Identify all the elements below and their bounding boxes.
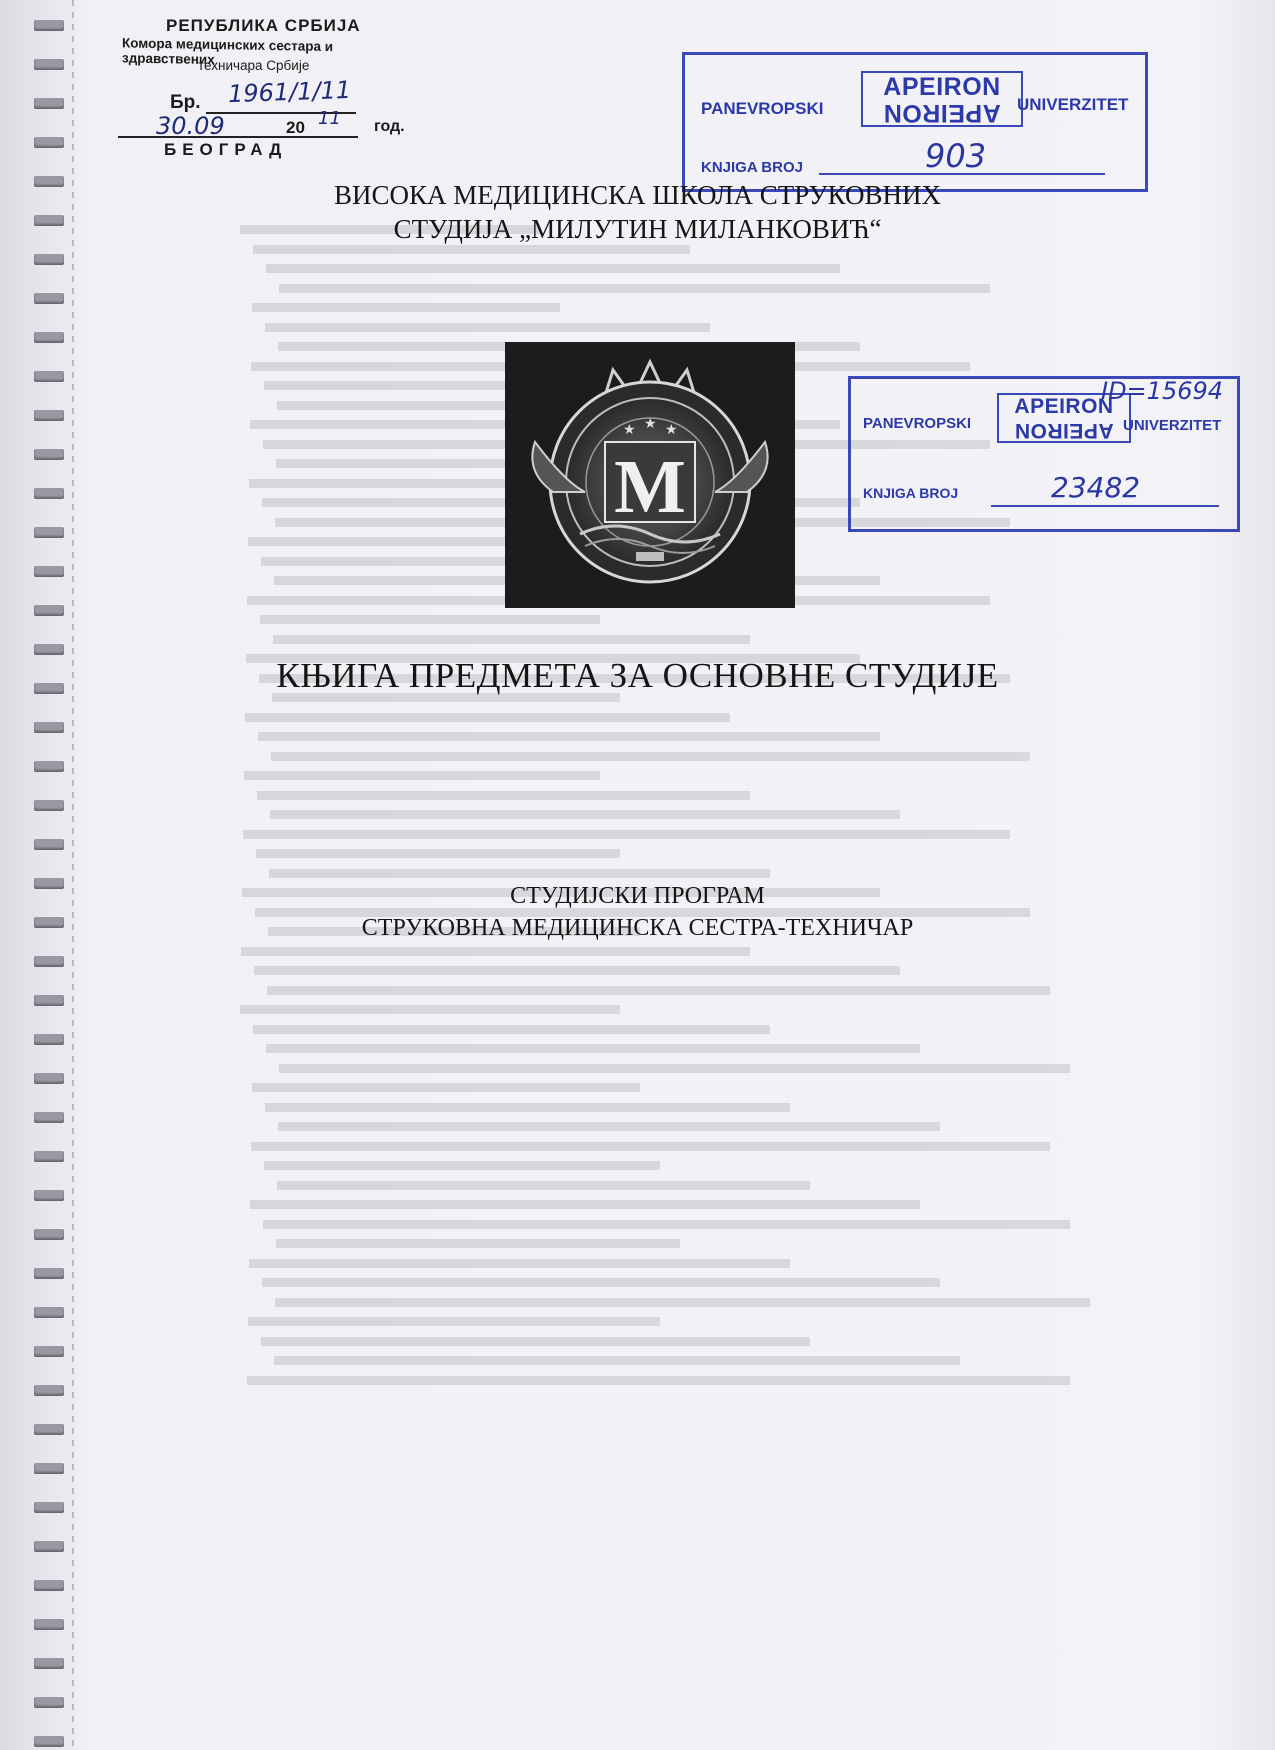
stamp-number-value: 1961/1/11	[227, 75, 352, 109]
binding-hole	[34, 1229, 64, 1240]
bleed-line	[247, 1376, 1070, 1385]
stamp-left-text: PANEVROPSKI	[701, 99, 824, 118]
stamp-number-label: Бр.	[170, 92, 201, 113]
binding-hole	[34, 722, 64, 733]
book-number-value: 23482	[1051, 471, 1141, 504]
stamp-chamber-name: Комора медицинских сестара и здравствених	[122, 35, 334, 68]
bleed-line	[264, 1161, 660, 1170]
bleed-line	[251, 1142, 1050, 1151]
bleed-line	[277, 1181, 810, 1190]
binding-hole	[34, 1268, 64, 1279]
stamp-city: БЕОГРАД	[164, 140, 288, 159]
bleed-line	[241, 947, 750, 956]
binding-hole	[34, 1073, 64, 1084]
bleed-line	[261, 1337, 810, 1346]
school-name	[0, 178, 1275, 246]
binding-hole	[34, 956, 64, 967]
bleed-line	[248, 1317, 660, 1326]
bleed-line	[269, 869, 770, 878]
binding-hole	[34, 566, 64, 577]
document-title: КЊИГА ПРЕДМЕТА ЗА ОСНОВНЕ СТУДИЈЕ	[276, 656, 999, 695]
bleed-line	[244, 771, 600, 780]
bleed-line	[254, 966, 900, 975]
logo-text-top: APEIRON	[1014, 395, 1114, 418]
binding-hole	[34, 995, 64, 1006]
bleed-line	[253, 1025, 770, 1034]
bleed-line	[257, 791, 750, 800]
binding-hole	[34, 1541, 64, 1552]
bleed-line	[262, 1278, 940, 1287]
bleed-line	[279, 1064, 1070, 1073]
bleed-line	[276, 1239, 680, 1248]
bleed-line	[265, 1103, 790, 1112]
apeiron-logo	[861, 71, 1023, 127]
book-number-label: KNJIGA BROJ	[863, 485, 959, 501]
binding-hole	[34, 1034, 64, 1045]
bleed-line	[279, 284, 990, 293]
binding-hole	[34, 410, 64, 421]
binding-hole	[34, 1346, 64, 1357]
stamp-right-text: UNIVERZITET	[1017, 95, 1129, 114]
binding-hole	[34, 1658, 64, 1669]
stamp-year-value: 11	[318, 108, 341, 129]
bleed-line	[243, 830, 1010, 839]
binding-hole	[34, 98, 64, 109]
logo-text-mirrored: APEIRON	[1014, 419, 1114, 442]
bleed-line	[263, 1220, 1070, 1229]
binding-hole	[34, 1736, 64, 1747]
binding-hole	[34, 1697, 64, 1708]
stamp-chamber-name-2: техничара Србије	[198, 58, 310, 73]
bleed-line	[258, 732, 880, 741]
svg-text:★: ★	[644, 416, 657, 432]
bleed-line	[275, 1298, 1090, 1307]
binding-hole	[34, 371, 64, 382]
bleed-line	[250, 1200, 920, 1209]
binding-hole	[34, 1190, 64, 1201]
binding-hole	[34, 1619, 64, 1630]
stamp-date-value: 30.09	[156, 112, 225, 140]
bleed-line	[267, 986, 1050, 995]
bleed-line	[271, 752, 1030, 761]
bleed-line	[240, 1005, 620, 1014]
bleed-line	[274, 1356, 960, 1365]
binding-hole	[34, 488, 64, 499]
emblem-graphic	[505, 342, 795, 608]
bleed-line	[266, 264, 840, 273]
binding-hole	[34, 1112, 64, 1123]
binding-hole	[34, 1307, 64, 1318]
binding-hole	[34, 800, 64, 811]
bleed-line	[273, 635, 750, 644]
university-stamp-right	[848, 376, 1240, 532]
bleed-line	[252, 303, 560, 312]
binding-hole	[34, 254, 64, 265]
svg-text:★: ★	[623, 422, 636, 438]
school-emblem	[505, 342, 795, 608]
bleed-line	[245, 713, 730, 722]
stamp-right-text: UNIVERZITET	[1123, 417, 1222, 434]
binding-hole	[34, 59, 64, 70]
binding-hole	[34, 332, 64, 343]
binding-hole	[34, 20, 64, 31]
bleed-line	[265, 323, 710, 332]
university-stamp-top	[682, 52, 1148, 192]
binding-hole	[34, 1463, 64, 1474]
bleed-line	[249, 1259, 790, 1268]
bleed-line	[270, 810, 900, 819]
logo-text-mirrored: APEIRON	[883, 99, 1001, 127]
binding-hole	[34, 1580, 64, 1591]
bleed-line	[278, 1122, 940, 1131]
book-number-value: 903	[925, 137, 987, 175]
program-name: СТРУКОВНА МЕДИЦИНСКА СЕСТРА-ТЕХНИЧАР	[361, 915, 914, 941]
binding-hole	[34, 1151, 64, 1162]
binding-hole	[34, 137, 64, 148]
binding-hole	[34, 605, 64, 616]
svg-text:★: ★	[665, 422, 678, 438]
binding-hole	[34, 1424, 64, 1435]
id-number-value: ID=15694	[1101, 377, 1224, 405]
program-label: СТУДИЈСКИ ПРОГРАМ	[510, 883, 765, 909]
binding-hole	[34, 644, 64, 655]
stamp-year-prefix: 20	[286, 118, 305, 137]
binding-hole	[34, 839, 64, 850]
bleed-line	[266, 1044, 920, 1053]
logo-text-top: APEIRON	[883, 73, 1001, 101]
binding-hole	[34, 761, 64, 772]
chamber-registration-stamp	[118, 12, 418, 159]
binding-hole	[34, 1385, 64, 1396]
stamp-country: РЕПУБЛИКА СРБИЈА	[166, 16, 361, 35]
stamp-year-suffix: год.	[374, 118, 405, 135]
spiral-binding	[0, 0, 90, 1750]
binding-hole	[34, 1502, 64, 1513]
bleed-line	[256, 849, 620, 858]
binding-hole	[34, 449, 64, 460]
bleed-line	[260, 615, 600, 624]
binding-hole	[34, 293, 64, 304]
study-program	[0, 880, 1275, 944]
school-name-line1: ВИСОКА МЕДИЦИНСКА ШКОЛА СТРУКОВНИХ	[333, 180, 942, 210]
bleed-line	[252, 1083, 640, 1092]
binding-hole	[34, 527, 64, 538]
emblem-letter: M	[614, 445, 686, 529]
school-name-line2: СТУДИЈА „МИЛУТИН МИЛАНКОВИЋ“	[393, 214, 882, 244]
stamp-left-text: PANEVROPSKI	[863, 415, 972, 432]
book-number-label: KNJIGA BROJ	[701, 159, 803, 176]
